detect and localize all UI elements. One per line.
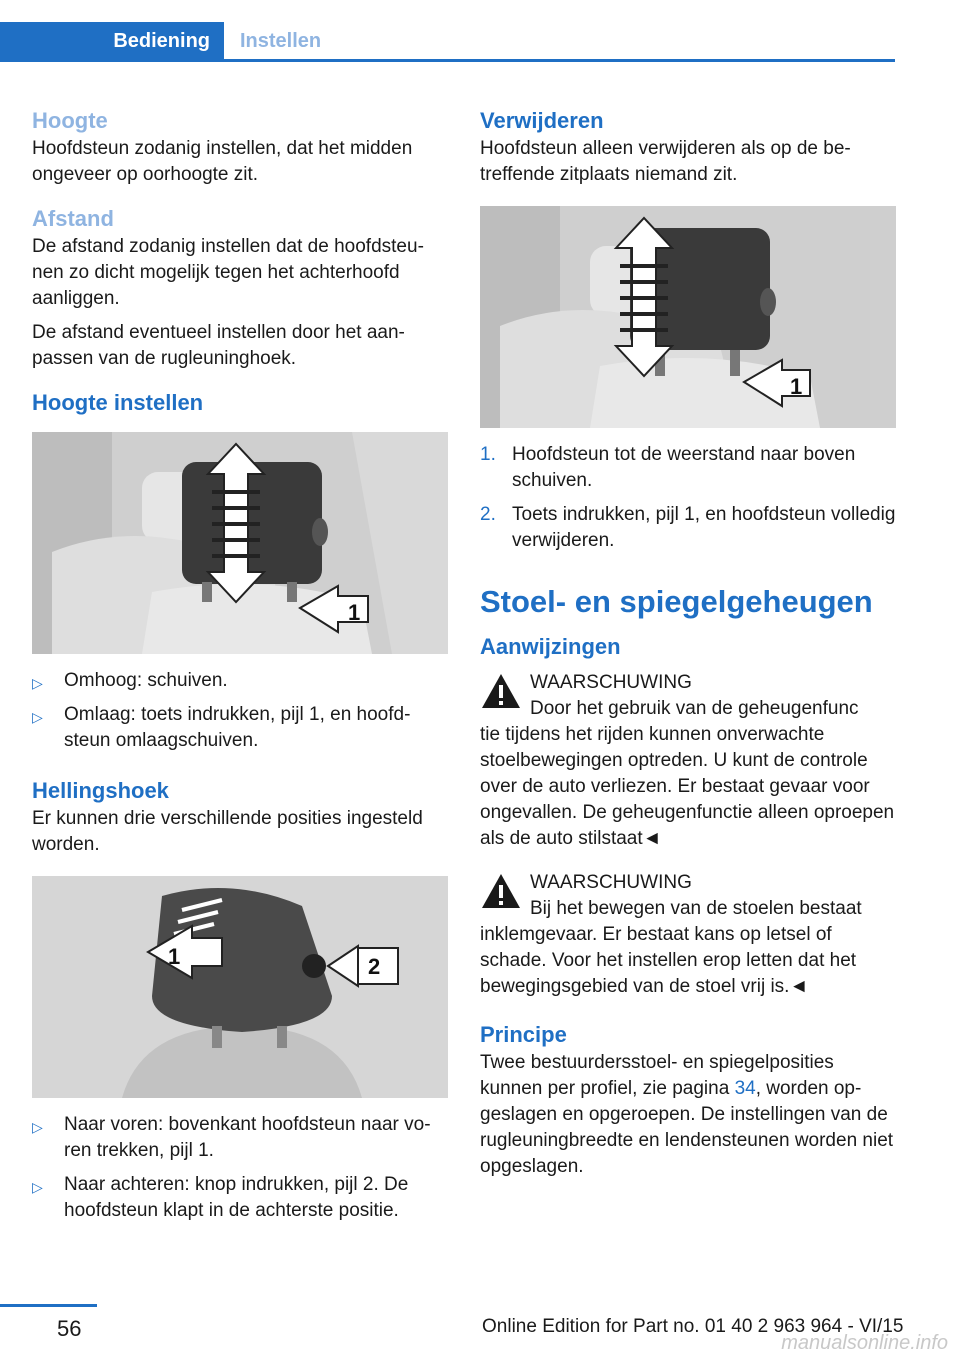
tab-instellen[interactable]: Instellen: [240, 30, 322, 52]
image-arrow-label: 1: [168, 944, 181, 969]
footer-edition: Online Edition for Part no. 01 40 2 963 964 - VI/15: [482, 1316, 904, 1337]
text-verwijderen: Hoofdsteun alleen verwijderen als op de betreffende zitplaats niemand zit.: [480, 138, 851, 185]
image-arrow-label: 1: [348, 600, 361, 625]
triangle-bullet-icon: ▷: [32, 709, 43, 725]
text-hellingshoek: Er kunnen drie verschillende posities ingesteld worden.: [32, 808, 423, 855]
list-item: 1. Hoofdsteun tot de weerstand naar boven schuiven.: [480, 444, 856, 491]
list-hoogte: [32, 668, 448, 754]
image-arrow-label: 2: [368, 954, 381, 979]
heading-afstand: Afstand: [32, 206, 114, 231]
text-hoogte: Hoofdsteun zodanig instellen, dat het midden ongeveer op oorhoogte zit.: [32, 138, 413, 185]
warning-text: inklemgevaar. Er bestaat kans op letsel of schade. Voor het instellen erop letten dat het bewegingsgebied van de stoel vrij is.◄: [480, 924, 857, 997]
image-headrest-tilt: [32, 876, 448, 1098]
warning-triangle-icon: [480, 672, 522, 710]
list-item: ▷ Omhoog: schuiven.: [32, 668, 448, 694]
warning-block-1: [480, 670, 896, 852]
list-item: ▷ Omlaag: toets indrukken, pijl 1, en hoofdsteun omlaagschuiven.: [32, 704, 411, 751]
heading-aanwijzingen: Aanwijzingen: [480, 634, 621, 659]
text-principe: Twee bestuurdersstoel- en spiegelposities kunnen per profiel, zie pagina 34, worden opgeslagen en opgeroepen. De instellingen van de rugleuningbreedte en lendensteunen worden niet opgeslagen.: [480, 1052, 894, 1177]
page-link[interactable]: 34: [734, 1078, 756, 1099]
footer-divider: [0, 1304, 97, 1307]
triangle-bullet-icon: ▷: [32, 1119, 43, 1135]
warning-text-first: Door het gebruik van de geheugenfunc: [530, 698, 859, 719]
image-headrest-height: [32, 432, 448, 654]
page-number: 56: [57, 1316, 82, 1341]
warning-title: WAARSCHUWING: [530, 672, 692, 693]
image-arrow-label: 1: [790, 374, 803, 399]
tab-bediening[interactable]: Bediening: [0, 22, 224, 62]
warning-text: tie tijdens het rijden kunnen onverwachte stoelbewegingen optreden. U kunt de controle over de auto verliezen. Er bestaat gevaar voor ongevallen. De geheugenfunctie alleen oproepen als de auto stilstaat◄: [480, 724, 895, 849]
heading-hoogte: Hoogte: [32, 108, 108, 133]
heading-hellingshoek: Hellingshoek: [32, 778, 169, 803]
right-column: [480, 100, 896, 1188]
heading-stoel-spiegelgeheugen: Stoel- en spiegelgeheugen: [480, 584, 873, 619]
heading-verwijderen: Verwijderen: [480, 108, 604, 133]
watermark: manualsonline.info: [781, 1332, 948, 1354]
list-hellingshoek: [32, 1112, 448, 1224]
text-afstand-2: De afstand eventueel instellen door het aanpassen van de rugleuninghoek.: [32, 322, 405, 369]
image-headrest-remove: [480, 206, 896, 428]
warning-block-2: [480, 870, 896, 1000]
list-item: ▷ Naar voren: bovenkant hoofdsteun naar voren trekken, pijl 1.: [32, 1114, 431, 1161]
list-item: 2. Toets indrukken, pijl 1, en hoofdsteun volledig verwijderen.: [480, 504, 896, 551]
heading-principe: Principe: [480, 1022, 567, 1047]
text-afstand-1: De afstand zodanig instellen dat de hoofdsteunen zo dicht mogelijk tegen het achterhoofd aanliggen.: [32, 236, 424, 309]
triangle-bullet-icon: ▷: [32, 675, 43, 691]
warning-text-first: Bij het bewegen van de stoelen bestaat: [530, 898, 862, 919]
triangle-bullet-icon: ▷: [32, 1179, 43, 1195]
left-column: [32, 100, 448, 1232]
heading-hoogte-instellen: Hoogte instellen: [32, 390, 204, 415]
warning-triangle-icon: [480, 872, 522, 910]
list-item: ▷ Naar achteren: knop indrukken, pijl 2. De hoofdsteun klapt in de achterste positie.: [32, 1174, 409, 1221]
warning-title: WAARSCHUWING: [530, 872, 692, 893]
header-divider: [0, 59, 895, 62]
list-verwijderen: [480, 442, 896, 554]
header-tabbar: [0, 22, 895, 62]
